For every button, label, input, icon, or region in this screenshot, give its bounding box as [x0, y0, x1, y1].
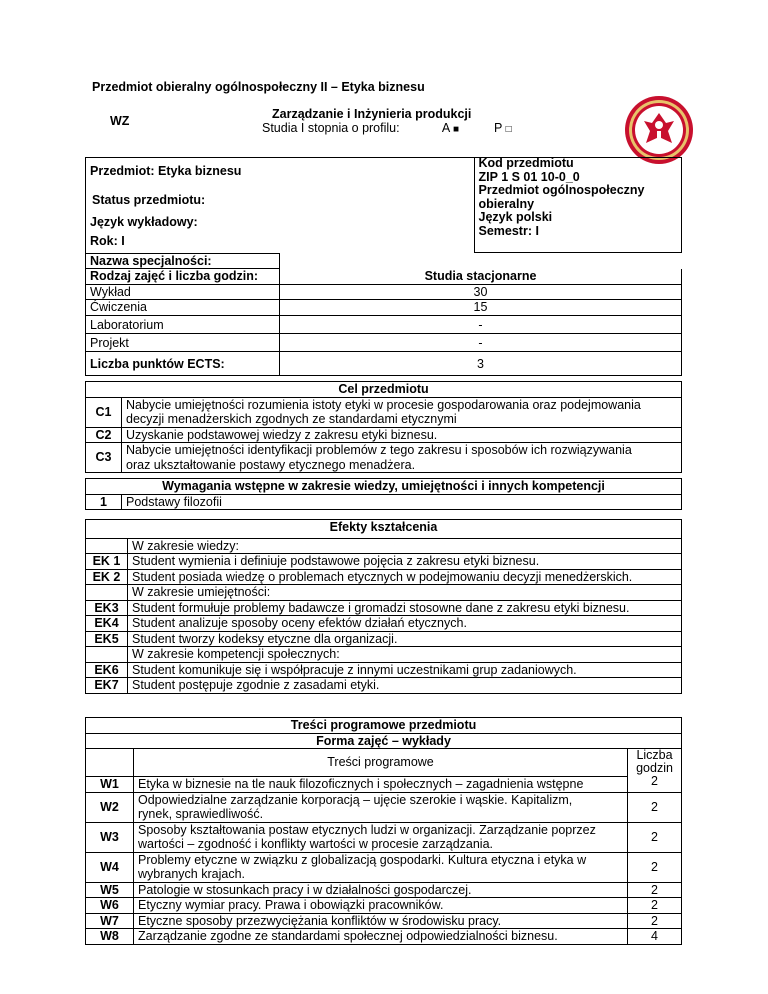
subject-name: Przedmiot: Etyka biznesu	[86, 158, 280, 181]
requirements-table	[85, 478, 682, 510]
program-hours-w2: 2	[628, 792, 682, 822]
code-label: Kod przedmiotu	[478, 157, 574, 170]
profile-p-checkbox: □	[505, 124, 512, 135]
program-code-w4: W4	[86, 852, 134, 882]
row-value-laboratory: -	[280, 315, 682, 333]
ects-label: Liczba punktów ECTS:	[86, 351, 280, 375]
program-code-w8: W8	[86, 929, 134, 945]
goal-code-c1: C1	[86, 397, 122, 427]
program-hours-w5: 2	[628, 882, 682, 898]
profile-a-checkbox: ■	[453, 124, 460, 135]
program-title: Treści programowe przedmiotu	[86, 718, 682, 734]
goal-text-c1: Nabycie umiejętności rozumienia istoty etyki w procesie gospodarowania oraz podejmowania decyzji menadżerskich zgodnych ze standardami etycznymi	[122, 397, 682, 427]
effects-skills-header: W zakresie umiejętności:	[128, 585, 682, 601]
status-value-cont: obieralny	[478, 196, 535, 211]
university-seal-icon	[624, 95, 694, 165]
program-code-w5: W5	[86, 882, 134, 898]
effect-text-ek6: Student komunikuje się i współpracuje z innymi uczestnikami grup zadaniowych.	[128, 662, 682, 678]
effect-code-ek5: EK5	[86, 631, 128, 647]
effect-code-ek3: EK3	[86, 600, 128, 616]
program-hours-w7: 2	[628, 913, 682, 929]
profile-a-label: A	[441, 121, 450, 135]
goal-code-c2: C2	[86, 427, 122, 443]
effect-text-ek5: Student tworzy kodeksy etyczne dla organizacji.	[128, 631, 682, 647]
study-profile	[262, 121, 512, 135]
program-code-w7: W7	[86, 913, 134, 929]
studies-type: Studia stacjonarne	[280, 269, 682, 285]
language-value: Język polski	[478, 210, 553, 224]
row-value-exercises: 15	[280, 300, 682, 316]
effects-knowledge-header: W zakresie wiedzy:	[128, 538, 682, 554]
program-text-w7: Etyczne sposoby przezwyciężania konfliktów w środowisku pracy.	[134, 913, 628, 929]
course-code: ZIP 1 S 01 10-0_0	[478, 169, 580, 184]
semester: Semestr: I	[478, 223, 539, 238]
program-table	[85, 717, 682, 945]
effect-text-ek2: Student posiada wiedzę o problemach etycznych w podejmowaniu decyzji menedżerskich.	[128, 569, 682, 585]
effect-code-ek1: EK 1	[86, 554, 128, 570]
program-hours-w8: 4	[628, 929, 682, 945]
course-code-box	[474, 158, 681, 254]
profile-p-label: P	[494, 121, 503, 135]
program-hours-w4: 2	[628, 852, 682, 882]
status-value: Przedmiot ogólnospołeczny	[478, 183, 645, 197]
row-label-lecture: Wykład	[86, 284, 280, 300]
effect-text-ek3: Student formułuje problemy badawcze i gromadzi stosowne dane z zakresu etyki biznesu.	[128, 600, 682, 616]
field-of-study: Zarządzanie i Inżynieria produkcji	[272, 107, 472, 121]
goal-code-c3: C3	[86, 443, 122, 473]
profile-label: Studia I stopnia o profilu:	[262, 121, 400, 135]
program-text-w3: Sposoby kształtowania postaw etycznych ludzi w organizacji. Zarządzanie poprzez wartości – zgodność i konflikty wartości w procesie zarządzania.	[134, 822, 628, 852]
effect-code-ek4: EK4	[86, 616, 128, 632]
class-type-header: Rodzaj zajęć i liczba godzin:	[86, 269, 280, 285]
specialty-label: Nazwa specjalności:	[86, 253, 280, 269]
goal-text-c3: Nabycie umiejętności identyfikacji problemów z tego zakresu i sposobów ich rozwiązywania oraz ukształtowanie postawy etycznego menadżera.	[122, 443, 682, 473]
row-value-lecture: 30	[280, 284, 682, 300]
status-label: Status przedmiotu:	[86, 181, 280, 215]
program-code-w6: W6	[86, 898, 134, 914]
row-label-laboratory: Laboratorium	[86, 315, 280, 333]
effect-text-ek4: Student analizuje sposoby oceny efektów działań etycznych.	[128, 616, 682, 632]
language-label: Język wykładowy:	[86, 215, 280, 234]
program-text-w2: Odpowiedzialne zarządzanie korporacją – ujęcie szerokie i wąskie. Kapitalizm, rynek, sprawiedliwość.	[134, 792, 628, 822]
effects-table	[85, 519, 682, 694]
ects-value: 3	[280, 351, 682, 375]
effect-text-ek7: Student postępuje zgodnie z zasadami etyki.	[128, 678, 682, 694]
program-col-hours: Liczba godzin 2	[628, 749, 682, 793]
program-text-w4: Problemy etyczne w związku z globalizacją gospodarki. Kultura etyczna i etyka w wybranych krajach.	[134, 852, 628, 882]
program-code-w2: W2	[86, 792, 134, 822]
program-code-w1: W1	[86, 777, 134, 793]
document-title: Przedmiot obieralny ogólnospołeczny II – Etyka biznesu	[92, 80, 425, 94]
row-label-exercises: Ćwiczenia	[86, 300, 280, 316]
program-text-w8: Zarządzanie zgodne ze standardami społecznej odpowiedzialności biznesu.	[134, 929, 628, 945]
goals-table	[85, 381, 682, 473]
row-label-project: Projekt	[86, 333, 280, 351]
effect-code-ek7: EK7	[86, 678, 128, 694]
requirement-text: Podstawy filozofii	[122, 494, 682, 510]
program-hours-w3: 2	[628, 822, 682, 852]
row-value-project: -	[280, 333, 682, 351]
faculty-code: WZ	[110, 114, 130, 128]
goal-text-c2: Uzyskanie podstawowej wiedzy z zakresu etyki biznesu.	[122, 427, 682, 443]
effect-code-ek6: EK6	[86, 662, 128, 678]
program-code-w3: W3	[86, 822, 134, 852]
course-info-table	[85, 157, 682, 376]
requirements-title: Wymagania wstępne w zakresie wiedzy, umiejętności i innych kompetencji	[86, 479, 682, 495]
requirement-number: 1	[86, 494, 122, 510]
goals-title: Cel przedmiotu	[86, 382, 682, 398]
effect-code-ek2: EK 2	[86, 569, 128, 585]
effect-text-ek1: Student wymienia i definiuje podstawowe pojęcia z zakresu etyki biznesu.	[128, 554, 682, 570]
year-label: Rok: I	[86, 234, 280, 253]
program-text-w6: Etyczny wymiar pracy. Prawa i obowiązki pracowników.	[134, 898, 628, 914]
program-form: Forma zajęć – wykłady	[86, 733, 682, 749]
effects-social-header: W zakresie kompetencji społecznych:	[128, 647, 682, 663]
program-hours-w6: 2	[628, 898, 682, 914]
program-text-w1: Etyka w biznesie na tle nauk filozoficznych i społecznych – zagadnienia wstępne	[134, 777, 628, 793]
program-col-content: Treści programowe	[134, 749, 628, 777]
program-text-w5: Patologie w stosunkach pracy i w działalności gospodarczej.	[134, 882, 628, 898]
effects-title: Efekty kształcenia	[86, 520, 682, 539]
